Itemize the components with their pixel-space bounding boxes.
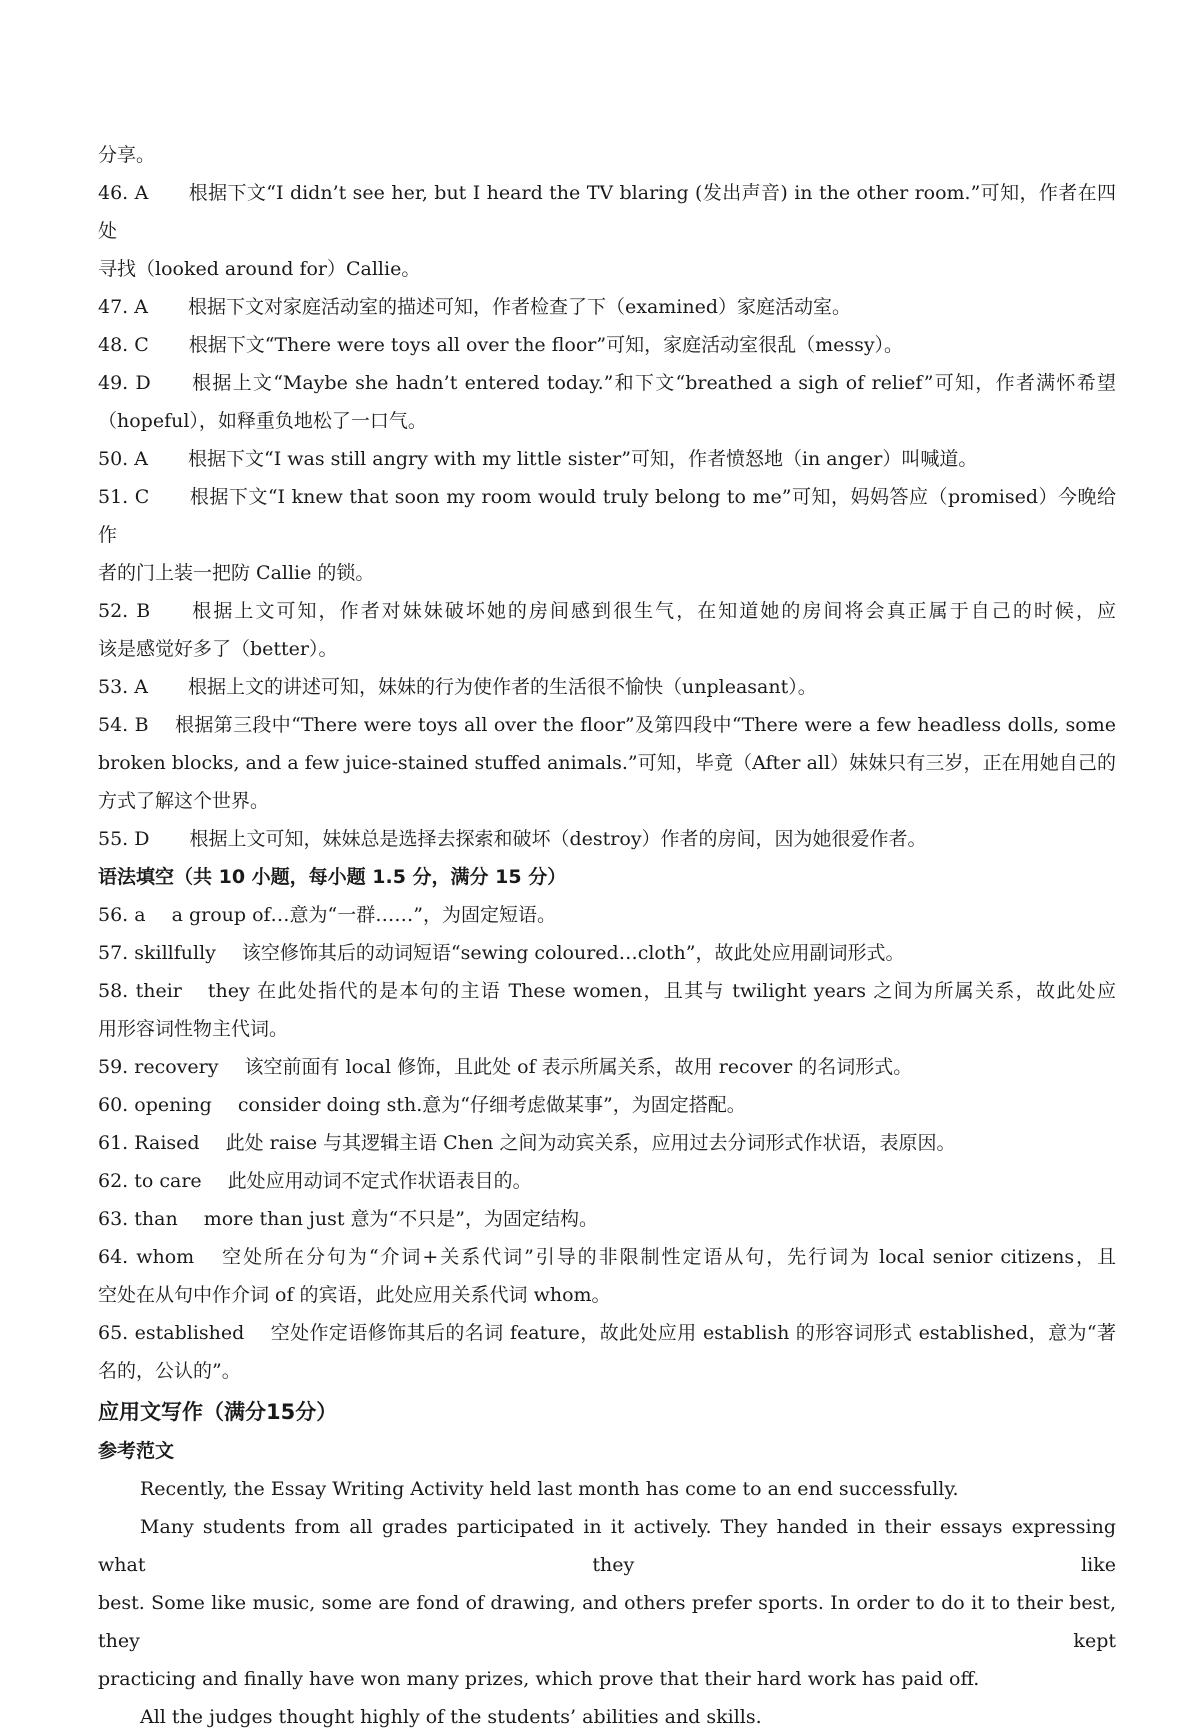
answer-number: 62. to care (98, 1170, 202, 1192)
answer-number: 46. A (98, 182, 149, 204)
answer-number: 58. their (98, 980, 182, 1002)
answer-line (98, 820, 1116, 858)
grammar-item-61 (98, 1124, 1116, 1162)
answer-line (98, 1048, 1116, 1086)
answer-line (98, 326, 1116, 364)
answer-number: 59. recovery (98, 1056, 219, 1078)
answer-item-51 (98, 478, 1116, 592)
grammar-item-65 (98, 1314, 1116, 1390)
answer-line: 者的门上装一把防 Callie 的锁。 (98, 562, 375, 584)
answer-text: more than just 意为“不只是”，为固定结构。 (203, 1208, 598, 1230)
answer-text: 此处 raise 与其逻辑主语 Chen 之间为动宾关系，应用过去分词形式作状语，表原因。 (225, 1132, 956, 1154)
grammar-item-63 (98, 1200, 1116, 1238)
grammar-item-62 (98, 1162, 1116, 1200)
answer-line (98, 1086, 1116, 1124)
answer-text: 根据第三段中“There were toys all over the floor”及第四段中“There were a few headless dolls, some (174, 714, 1116, 736)
grammar-item-64 (98, 1238, 1116, 1314)
answer-line (98, 706, 1116, 744)
answer-number: 55. D (98, 828, 150, 850)
answer-text: 该空前面有 local 修饰，且此处 of 表示所属关系，故用 recover 的名词形式。 (244, 1056, 913, 1078)
answer-number: 53. A (98, 676, 148, 698)
answer-line (98, 896, 1116, 934)
answer-line (98, 592, 1116, 630)
answer-item-47 (98, 288, 1116, 326)
answer-number: 64. whom (98, 1246, 195, 1268)
answer-line (98, 972, 1116, 1010)
answer-text: 空处所在分句为“介词+关系代词”引导的非限制性定语从句，先行词为 local senior citizens，且 (220, 1246, 1116, 1268)
sample-essay-title: 参考范文 (98, 1440, 175, 1462)
answer-text: 根据上文的讲述可知，妹妹的行为使作者的生活很不愉快（unpleasant）。 (187, 676, 817, 698)
essay-paragraph-3: All the judges thought highly of the students’ abilities and skills. (140, 1706, 762, 1728)
answer-item-53 (98, 668, 1116, 706)
answer-number: 57. skillfully (98, 942, 216, 964)
answer-text: 根据下文“I was still angry with my little sister”可知，作者愤怒地（in anger）叫喊道。 (187, 448, 978, 470)
answer-line (98, 1162, 1116, 1200)
grammar-item-57 (98, 934, 1116, 972)
answer-line (98, 440, 1116, 478)
answer-item-52 (98, 592, 1116, 668)
answer-line (98, 1200, 1116, 1238)
grammar-item-60 (98, 1086, 1116, 1124)
sample-essay (98, 1470, 1116, 1736)
answer-line: broken blocks, and a few juice-stained stuffed animals.”可知，毕竟（After all）妹妹只有三岁，正在用她自己的 (98, 752, 1116, 774)
answer-text: consider doing sth.意为“仔细考虑做某事”，为固定搭配。 (237, 1094, 746, 1116)
answer-text: 根据上文可知，妹妹总是选择去探索和破坏（destroy）作者的房间，因为她很爱作者。 (189, 828, 927, 850)
answer-line (98, 1238, 1116, 1276)
answer-text: 根据下文“I didn’t see her, but I heard the TV blaring (发出声音) in the other room.”可知，作者在四处 (98, 182, 1116, 242)
answer-number: 47. A (98, 296, 148, 318)
essay-paragraph-1: Recently, the Essay Writing Activity held last month has come to an end successfully. (140, 1478, 959, 1500)
answer-line (98, 934, 1116, 972)
answer-line (98, 364, 1116, 402)
answer-number: 51. C (98, 486, 150, 508)
answer-number: 56. a (98, 904, 146, 926)
answer-line: 该是感觉好多了（better）。 (98, 638, 338, 660)
grammar-item-56 (98, 896, 1116, 934)
answer-text: 空处作定语修饰其后的名词 feature，故此处应用 establish 的形容词形式 established，意为“著 (270, 1322, 1116, 1344)
grammar-item-58 (98, 972, 1116, 1048)
answer-text: 根据下文“I knew that soon my room would truly belong to me”可知，妈妈答应（promised）今晚给作 (98, 486, 1116, 546)
answer-number: 48. C (98, 334, 149, 356)
answer-item-55 (98, 820, 1116, 858)
answer-line (98, 1124, 1116, 1162)
answer-text: 根据下文对家庭活动室的描述可知，作者检查了下（examined）家庭活动室。 (187, 296, 852, 318)
answer-line (98, 668, 1116, 706)
answer-line (98, 478, 1116, 554)
answer-line (98, 288, 1116, 326)
answer-number: 65. established (98, 1322, 245, 1344)
answer-item-54 (98, 706, 1116, 820)
answer-line: （hopeful），如释重负地松了一口气。 (98, 410, 427, 432)
answer-text: 此处应用动词不定式作状语表目的。 (227, 1170, 532, 1192)
answer-line (98, 1314, 1116, 1352)
answer-text: 根据上文可知，作者对妹妹破坏她的房间感到很生气，在知道她的房间将会真正属于自己的时候，应 (190, 600, 1116, 622)
answer-item-49 (98, 364, 1116, 440)
answer-item-46 (98, 174, 1116, 288)
answer-number: 63. than (98, 1208, 178, 1230)
essay-paragraph-2-line-1: Many students from all grades participated in it actively. They handed in their essays expressing what they like (98, 1516, 1116, 1576)
grammar-item-59 (98, 1048, 1116, 1086)
answer-text: a group of…意为“一群……”，为固定短语。 (171, 904, 556, 926)
answer-number: 52. B (98, 600, 151, 622)
answer-line: 空处在从句中作介词 of 的宾语，此处应用关系代词 whom。 (98, 1284, 611, 1306)
answer-text: 根据上文“Maybe she hadn’t entered today.”和下文“breathed a sigh of relief”可知，作者满怀希望 (190, 372, 1116, 394)
writing-section-title: 应用文写作（满分15分） (98, 1400, 338, 1424)
essay-paragraph-2-line-3: practicing and finally have won many prizes, which prove that their hard work has paid off. (98, 1668, 980, 1690)
answer-text: they 在此处指代的是本句的主语 These women，且其与 twilight years 之间为所属关系，故此处应 (207, 980, 1116, 1002)
answer-number: 49. D (98, 372, 151, 394)
answer-line: 名的，公认的”。 (98, 1360, 241, 1382)
answer-line (98, 174, 1116, 250)
answer-line: 用形容词性物主代词。 (98, 1018, 289, 1040)
answer-item-48 (98, 326, 1116, 364)
answer-number: 60. opening (98, 1094, 212, 1116)
answer-text: 根据下文“There were toys all over the floor”可知，家庭活动室很乱（messy）。 (188, 334, 904, 356)
answer-number: 50. A (98, 448, 148, 470)
answer-line: 寻找（looked around for）Callie。 (98, 258, 421, 280)
answer-number: 54. B (98, 714, 149, 736)
answer-number: 61. Raised (98, 1132, 200, 1154)
answer-text: 该空修饰其后的动词短语“sewing coloured…cloth”，故此处应用副词形式。 (241, 942, 905, 964)
essay-paragraph-2-line-2: best. Some like music, some are fond of drawing, and others prefer sports. In order to do it to their best, they kept (98, 1592, 1116, 1652)
answer-item-50 (98, 440, 1116, 478)
grammar-section-title: 语法填空（共 10 小题，每小题 1.5 分，满分 15 分） (98, 866, 567, 888)
intro-tail: 分享。 (98, 144, 156, 166)
answer-line: 方式了解这个世界。 (98, 790, 270, 812)
